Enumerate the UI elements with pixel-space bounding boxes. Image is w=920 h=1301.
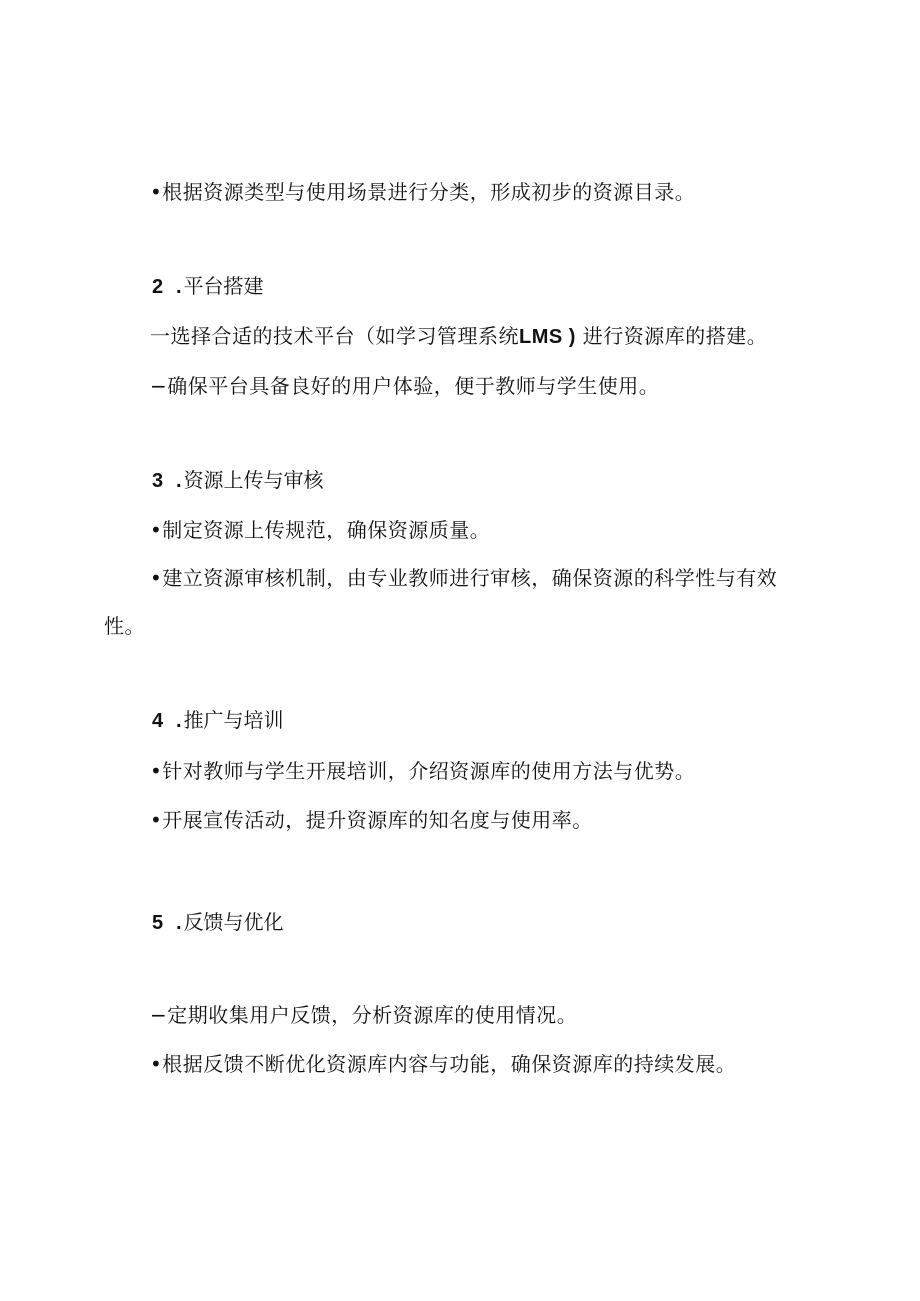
section2-bullet-1-lms: LMS ) [519,326,576,348]
section5-heading [152,908,284,937]
section4-dot: . [176,710,182,732]
section2-bullet-1-pre: 一选择合适的技术平台（如学习管理系统 [150,324,519,348]
section2-number: 2 [152,276,164,298]
section2-dot: . [176,276,182,298]
section1-bullet-1: •根据资源类型与使用场景进行分类，形成初步的资源目录。 [150,180,696,204]
section4-bullet-1: •针对教师与学生开展培训，介绍资源库的使用方法与优势。 [150,759,696,783]
section3-bullet-2-continuation: 性。 [104,614,145,638]
section2-bullet-1 [150,322,767,351]
section5-dot: . [176,912,182,934]
section5-title: 反馈与优化 [183,910,284,934]
section2-heading [152,272,264,301]
section4-bullet-2: •开展宣传活动，提升资源库的知名度与使用率。 [150,808,593,832]
section2-bullet-2: −确保平台具备良好的用户体验，便于教师与学生使用。 [150,374,660,398]
section3-heading [152,466,324,495]
section4-title: 推广与培训 [183,708,284,732]
section5-bullet-2: •根据反馈不断优化资源库内容与功能，确保资源库的持续发展。 [150,1052,737,1076]
section4-heading [152,706,284,735]
section4-number: 4 [152,710,164,732]
section2-bullet-1-post: 进行资源库的搭建。 [575,324,768,348]
section3-number: 3 [152,470,164,492]
section3-dot: . [176,470,182,492]
section2-title: 平台搭建 [183,274,264,298]
section3-bullet-2: •建立资源审核机制，由专业教师进行审核，确保资源的科学性与有效 [150,566,778,590]
section3-title: 资源上传与审核 [183,468,324,492]
section3-bullet-1: •制定资源上传规范，确保资源质量。 [150,518,491,542]
section5-number: 5 [152,912,164,934]
section5-bullet-1: −定期收集用户反馈，分析资源库的使用情况。 [150,1003,578,1027]
